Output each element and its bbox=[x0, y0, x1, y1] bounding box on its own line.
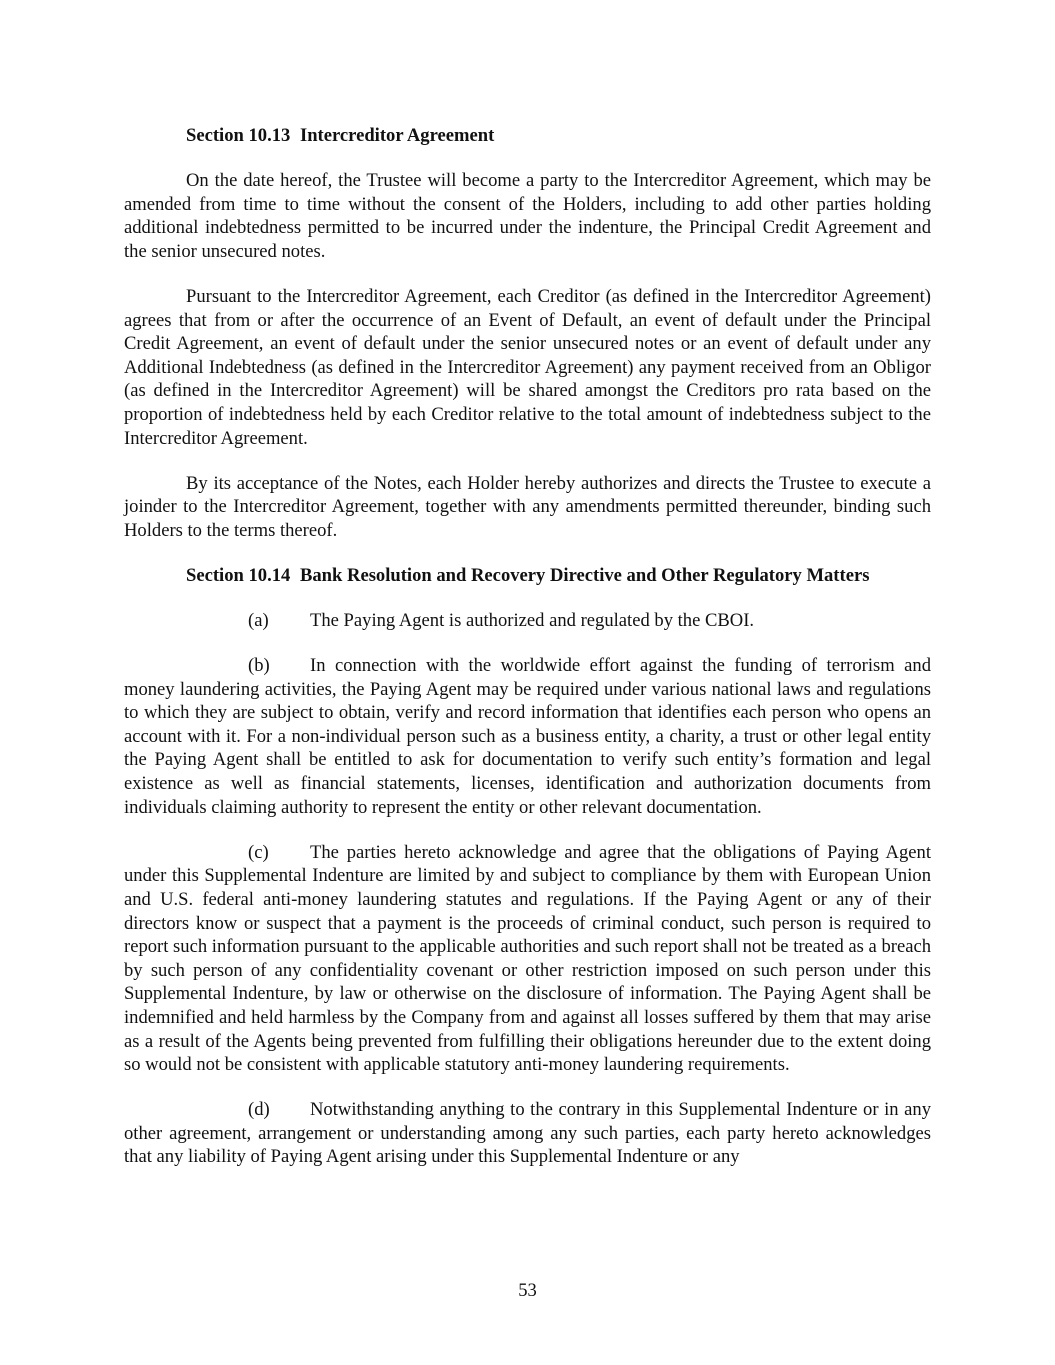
section-title: Intercreditor Agreement bbox=[299, 125, 495, 146]
paragraph: By its acceptance of the Notes, each Holder hereby authorizes and directs the Trustee to execute a joinder to the Intercreditor Agreement, together with any amendments permitted thereunder, binding such Holders to the terms thereof. bbox=[124, 472, 931, 541]
paragraph: Pursuant to the Intercreditor Agreement, each Creditor (as defined in the Intercreditor Agreement) agrees that from or after the occurrence of an Event of Default, an event of default under the Principal Credit Agreement, an event of default under the senior unsecured notes or an event of default under any Additional Indebtedness (as defined in the Intercreditor Agreement) any payment received from an Obligor (as defined in the Intercreditor Agreement) will be shared amongst the Creditors pro rata based on the proportion of indebtedness held by each Creditor relative to the total amount of indebtedness subject to the Intercreditor Agreement. bbox=[124, 285, 931, 449]
item-label: (b) bbox=[248, 655, 270, 677]
section-title: Bank Resolution and Recovery Directive and Other Regulatory Matters bbox=[299, 564, 870, 586]
item-text: Notwithstanding anything to the contrary in this Supplemental Indenture or in any other agreement, arrangement or understanding among any such parties, each party hereto acknowledges that any liability of Paying Agent arising under this Supplemental Indenture or any bbox=[124, 1099, 931, 1168]
item-text: The parties hereto acknowledge and agree that the obligations of Paying Agent under this Supplemental Indenture are limited by and subject to compliance by them with European Union and U.S. federal anti-money laundering statutes and regulations. If the Paying Agent or any of their directors know or suspect that a payment is the proceeds of criminal conduct, such person is required to report such information pursuant to the applicable authorities and such report shall not be treated as a breach by such person of any confidentiality covenant or other restriction imposed on such person under this Supplemental Indenture, by law or otherwise on the disclosure of information. The Paying Agent shall be indemnified and held harmless by the Company from and against all losses suffered by them that may arise as a result of the Agents being prevented from fulfilling their obligations hereunder due to the extent doing so would not be consistent with applicable statutory anti-money laundering requirements. bbox=[124, 841, 932, 1076]
item-text: In connection with the worldwide effort against the funding of terrorism and money laundering activities, the Paying Agent may be required under various national laws and regulations to which they are subject to obtain, verify and record information that identifies each person who opens an account with it. For a non-individual person such as a business entity, a charity, a trust or other legal entity the Paying Agent shall be entitled to ask for documentation to verify such entity’s formation and legal existence as well as financial statements, licenses, identification and authorization documents from individuals claiming authority to represent the entity or other relevant documentation. bbox=[124, 655, 931, 818]
section-10-13-heading bbox=[124, 124, 931, 148]
list-item-c bbox=[124, 841, 931, 1077]
paragraph: On the date hereof, the Trustee will become a party to the Intercreditor Agreement, which may be amended from time to time without the consent of the Holders, including to add other parties holding additional indebtedness permitted to be incurred under the indenture, the Principal Credit Agreement and the senior unsecured notes. bbox=[124, 170, 931, 262]
page-number: 53 bbox=[518, 1280, 537, 1301]
item-label: (a) bbox=[248, 610, 269, 631]
section-10-14-heading bbox=[124, 564, 931, 588]
item-label: (d) bbox=[248, 1099, 270, 1121]
item-text: The Paying Agent is authorized and regulated by the CBOI. bbox=[310, 610, 755, 631]
section-number: Section 10.13 bbox=[186, 125, 291, 146]
section-number: Section 10.14 bbox=[186, 564, 291, 586]
document-page bbox=[124, 124, 931, 1190]
list-item-b bbox=[124, 654, 931, 819]
list-item-d bbox=[124, 1098, 931, 1169]
list-item-a bbox=[124, 609, 931, 633]
item-label: (c) bbox=[248, 841, 269, 863]
